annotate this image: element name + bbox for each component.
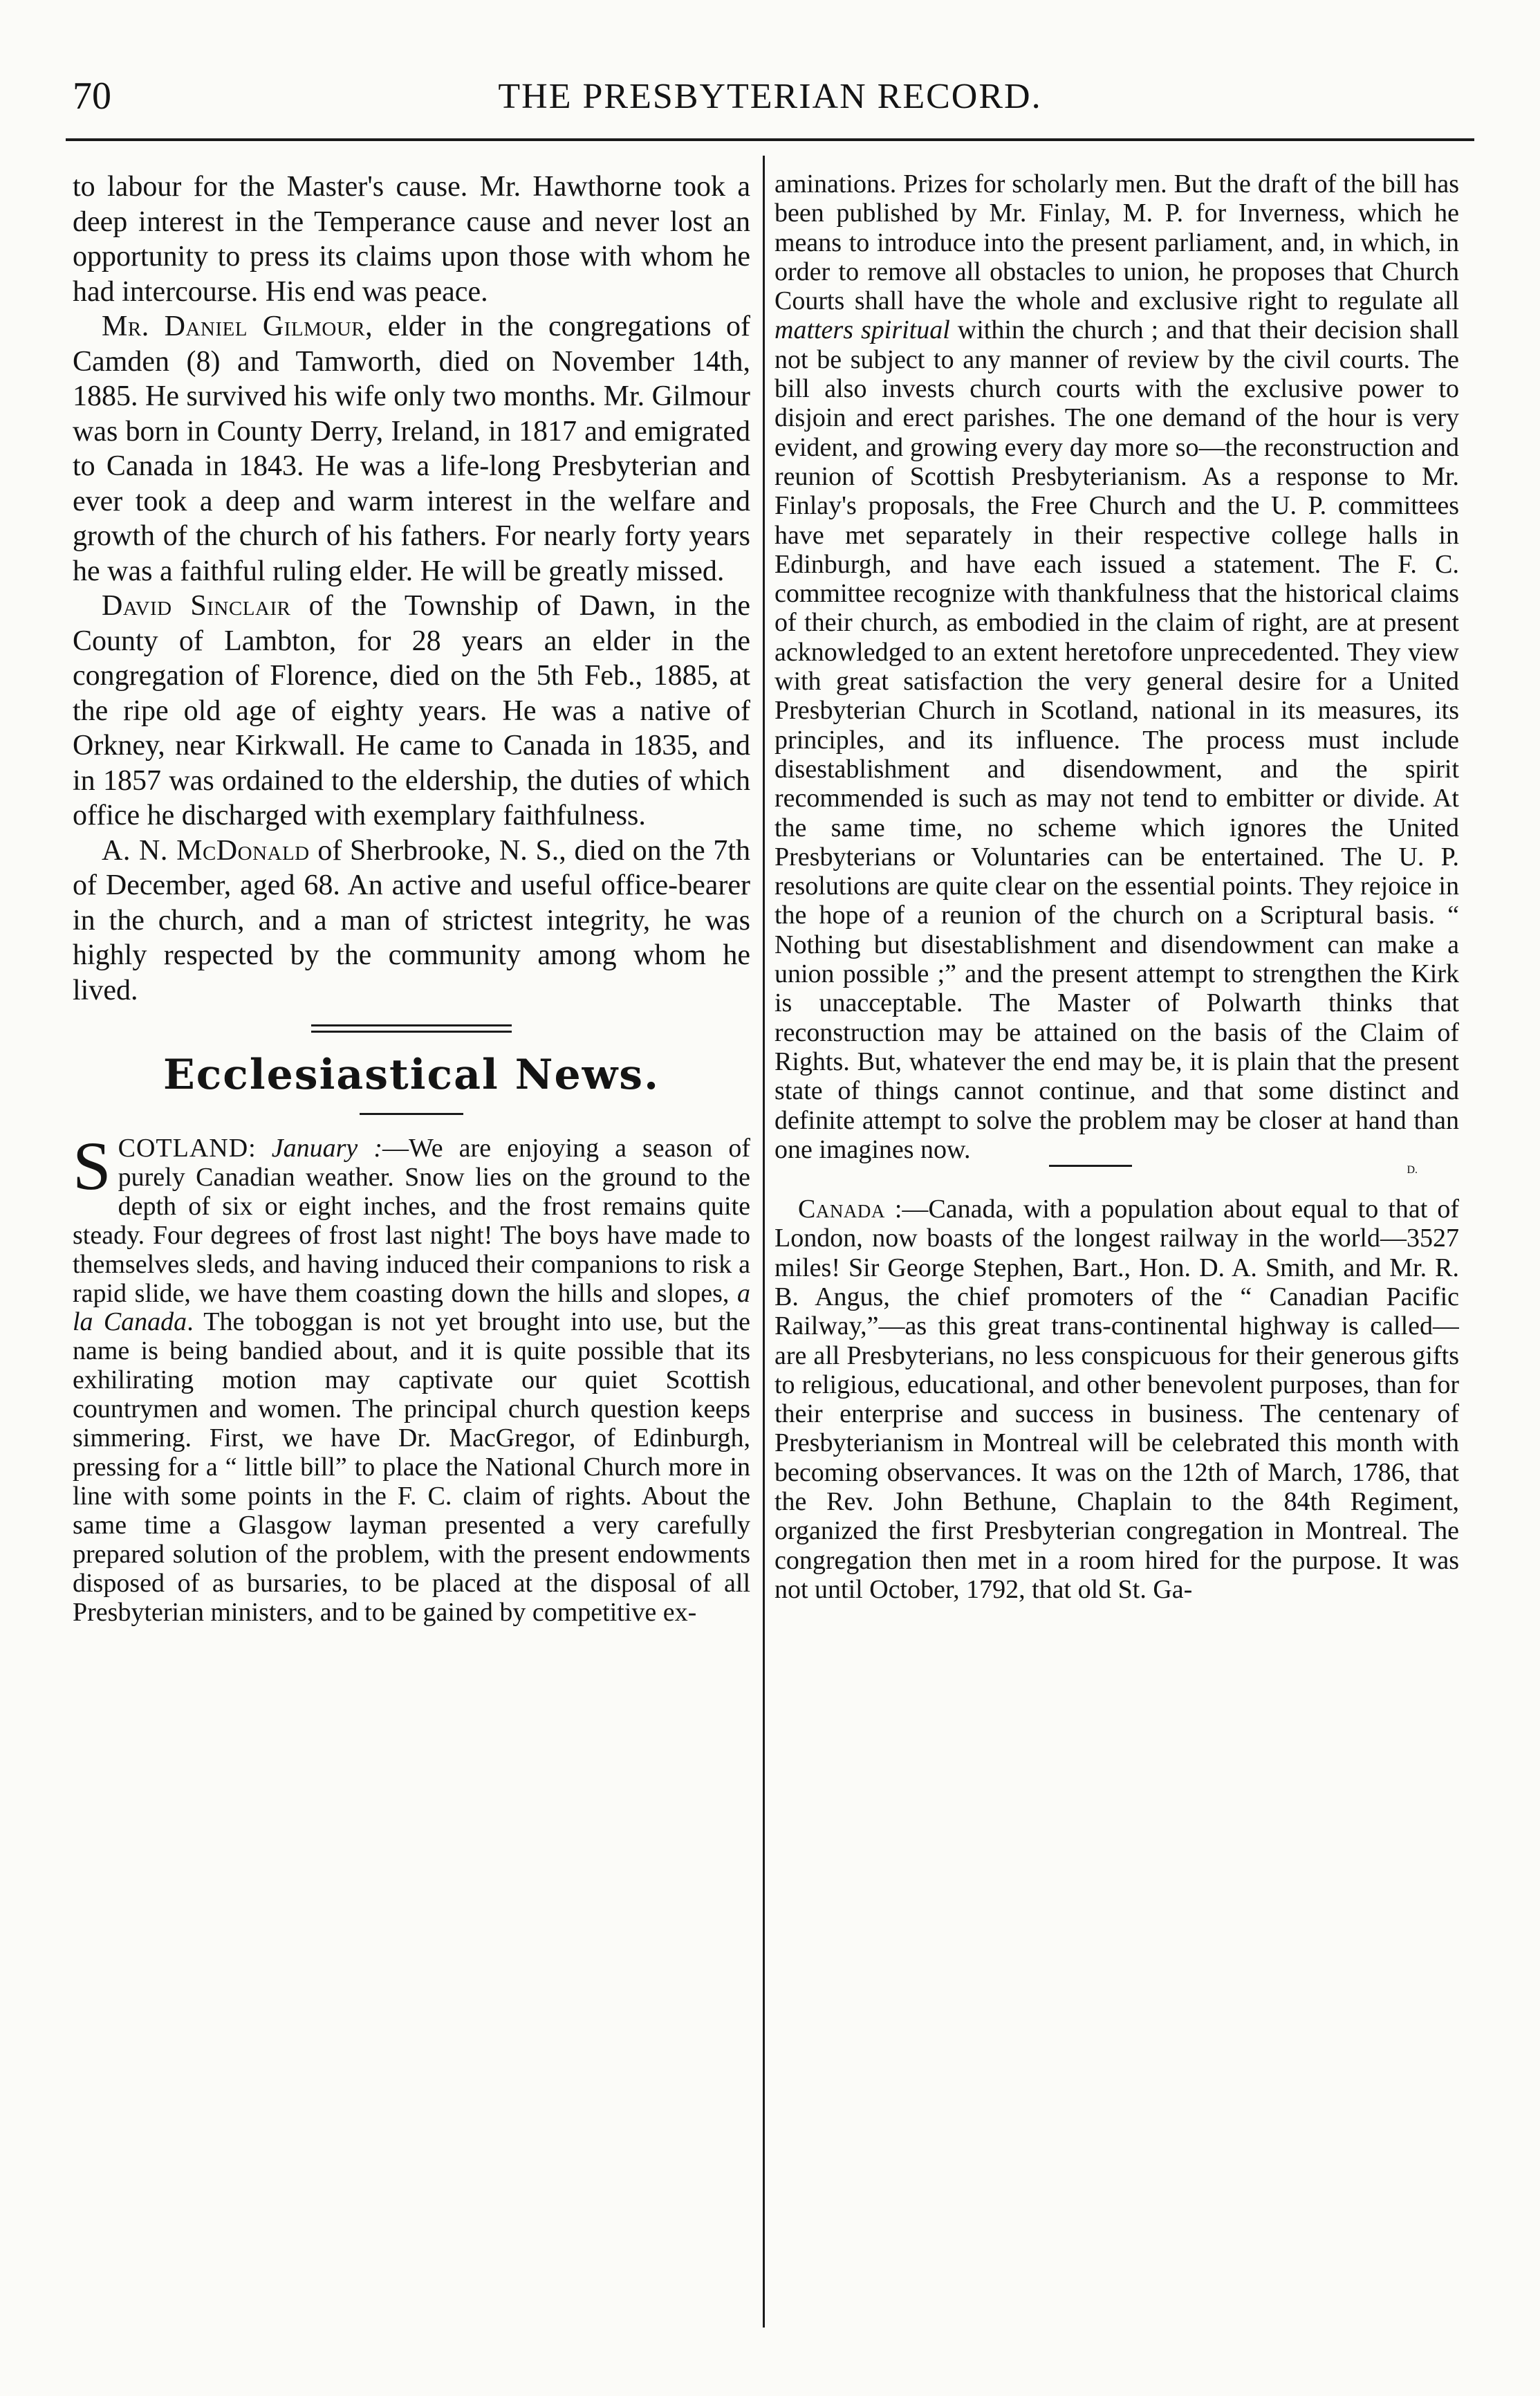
person-name: A. N. McDonald <box>102 834 310 867</box>
journal-title: THE PRESBYTERIAN RECORD. <box>498 77 1042 116</box>
news-scotland-continued: aminations. Prizes for scholarly men. But the draft of the bill has been published by Mr. Finlay, M. P. for Inverness, which he means to introduce into the present parliament, and, in which, in order to remove all obstacles to union, he proposes that Church Courts shall have the whole and exclusive right to regulate all matters spiritual within the church ; and that their decision shall not be subject to any manner of review by the civil courts. The bill also invests church courts with the exclusive power to disjoin and erect parishes. The one demand of the hour is very evident, and growing every day more so—the reconstruction and reunion of Scottish Presbyterianism. As a response to Mr. Finlay's proposals, the Free Church and the U. P. committees have met separately in their respective college halls in Edinburgh, and have each issued a statement. The F. C. committee recognize with thankfulness that the historical claims of their church, as embodied in the claim of right, are at present acknowledged to an extent heretofore unprecedented. They view with great satisfaction the very general desire for a United Presbyterian Church in Scotland, national in its measures, its principles, and its influence. The process must include disestablishment and disendowment, and the spirit recommended is such as may not tend to embitter or divide. At the same time, no scheme which ignores the United Presbyterians or Voluntaries can be entertained. The U. P. resolutions are quite clear on the essential points. They rejoice in the hope of a reunion of the church on a Scriptural basis. “ Nothing but disestablishment and disendowment can make a union possible ;” and the present attempt to strengthen the Kirk is unacceptable. The Master of Polwarth thinks that reconstruction may be attained on the basis of the Claim of Rights. But, whatever the end may be, it is plain that the present state of things cannot continue, and that some distinct and definite attempt to solve the problem may be closer at hand than one imagines now. <box>774 169 1459 1164</box>
news-scotland: SCOTLAND: January :—We are enjoying a season of purely Canadian weather. Snow lies on the ground to the depth of six or eight inches, and the frost remains quite steady. Four degrees of frost last night! The boys have made to themselves sleds, and having induced their companions to risk a rapid slide, we have them coasting down the hills and slopes, a la Canada. The toboggan is not yet brought into use, but the name is being bandied about, and it is quite possible that its exhilirating motion may captivate our quiet Scottish countrymen and women. The principal church question keeps simmering. First, we have Dr. MacGregor, of Edinburgh, pressing for a “ little bill” to place the National Church more in line with some points in the F. C. claim of rights. About the same time a Glasgow layman presented a very carefully prepared solution of the problem, with the present endowments disposed of as bursaries, to be placed at the disposal of all Presbyterian ministers, and to be gained by competitive ex- <box>73 1127 750 1627</box>
obituary-mcdonald: A. N. McDonald of Sherbrooke, N. S., died on the 7th of December, aged 68. An active and useful office-bearer in the church, and a man of strictest integrity, he was highly respected by the community among whom he lived. <box>73 834 750 1006</box>
article-end <box>774 1164 1459 1177</box>
obituary-sinclair: David Sinclair of the Township of Dawn, in the County of Lambton, for 28 years an elder in the congregation of Florence, died on the 5th Feb., 1885, at the ripe old age of eighty years. He was a native of Orkney, near Kirkwall. He came to Canada in 1835, and in 1857 was ordained to the eldership, the duties of which office he discharged with exemplary faithfulness. <box>73 590 750 831</box>
right-column <box>774 169 1459 2369</box>
obituary-hawthorne: to labour for the Master's cause. Mr. Hawthorne took a deep interest in the Temperance cause and never lost an opportunity to press its claims upon those with whom he had intercourse. His end was peace. <box>73 171 750 308</box>
news-canada: Canada :—Canada, with a population about equal to that of London, now boasts of the longest railway in the world—3527 miles! Sir George Stephen, Bart., Hon. D. A. Smith, and Mr. R. B. Angus, the chief promoters of the “ Canadian Pacific Railway,”—as this great trans-continental highway is called—are all Presbyterians, no less conspicuous for their generous gifts to religious, educational, and other benevolent purposes, than for their enterprise and success in business. The centenary of Presbyterianism in Montreal will be celebrated this month with becoming observances. It was on the 12th of March, 1786, that the Rev. John Bethune, Chaplain to the 84th Regiment, organized the first Presbyterian congregation in Montreal. The congregation then met in a room hired for the purpose. It was not until October, 1792, that old St. Ga- <box>774 1195 1459 1604</box>
news-lead: Canada <box>798 1195 885 1224</box>
person-name: Mr. Daniel Gilmour, <box>102 311 373 342</box>
page-number: 70 <box>73 75 111 118</box>
running-head <box>66 69 1474 125</box>
column-divider <box>763 156 765 2328</box>
person-name: David Sinclair <box>102 590 291 622</box>
end-rule <box>1049 1165 1132 1167</box>
news-lead: COTLAND <box>118 1134 249 1163</box>
section-rule <box>360 1113 463 1115</box>
left-column <box>73 169 750 2369</box>
section-ornament-rules <box>311 1024 512 1033</box>
obituary-gilmour: Mr. Daniel Gilmour, elder in the congregations of Camden (8) and Tamworth, died on November 14th, 1885. He survived his wife only two months. Mr. Gilmour was born in County Derry, Ireland, in 1817 and emigrated to Canada in 1843. He was a life-long Presbyterian and ever took a deep and warm interest in the welfare and growth of the church of his fathers. For nearly forty years he was a faithful ruling elder. He will be greatly missed. <box>73 311 750 587</box>
section-heading: Ecclesiastical News. <box>163 1051 660 1099</box>
signature: D. <box>1407 1164 1418 1177</box>
news-date: January : <box>271 1134 382 1163</box>
drop-cap: S <box>73 1127 111 1204</box>
header-rule <box>66 138 1474 141</box>
